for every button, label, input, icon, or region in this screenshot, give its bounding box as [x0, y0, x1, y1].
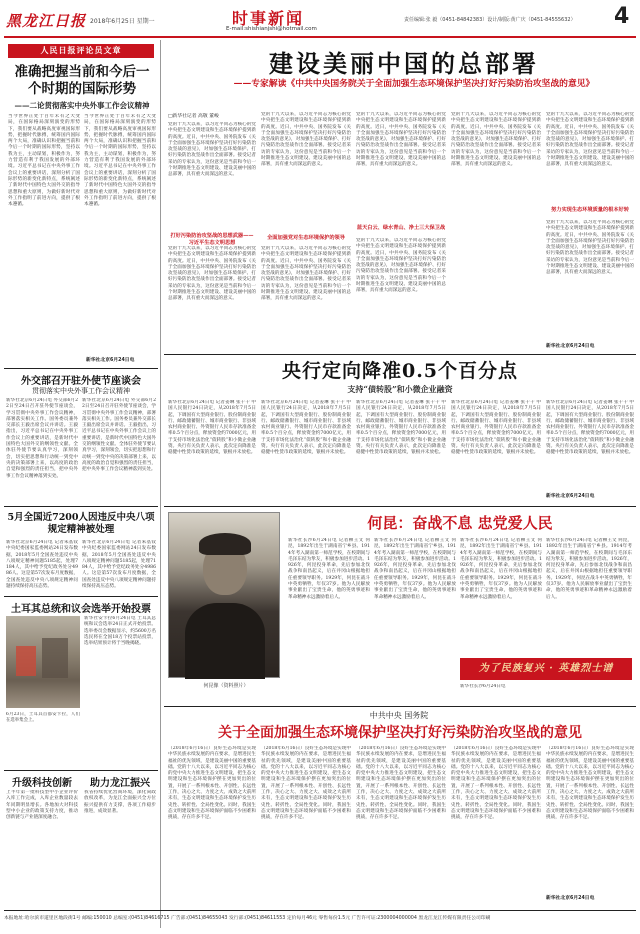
- main-byline: □新华社记者 高敬 董峻: [168, 114, 219, 119]
- news-body: 我省持续优化营商环境，深化简政放权改革，为龙江全面振兴全方位振兴提供有力支撑，各项工作稳步推进，成效显著。: [84, 790, 156, 814]
- main-body-col5: 党的十九大以来，以习近平同志为核心的党中央把生态文明建设和生态环境保护提到新的高度。近日，中共中央、国务院发布《关于全面加强生态环境保护坚决打好污染防治攻坚战的意见》，对加强生态环境保护、打好污染防治攻坚战作出全面部署。接受记者采访的专家认为，这份意见是当前和今后一个时期推进生态文明建设、建设美丽中国的总部署，具有重大而深远的意义。: [546, 112, 634, 168]
- divider: [4, 596, 158, 597]
- main-body-col3: 党的十九大以来，以习近平同志为核心的党中央把生态文明建设和生态环境保护提到新的高度。近日，中共中央、国务院发布《关于全面加强生态环境保护坚决打好污染防治攻坚战的意见》，对加强生态环境保护、打好污染防治攻坚战作出全面部署。接受记者采访的专家认为，这份意见是当前和今后一个时期推进生态文明建设、建设美丽中国的总部署，具有重大而深远的意义。: [356, 112, 446, 168]
- commentary-credit: 新华社北京6月24日电: [86, 358, 135, 363]
- hero-slogan-banner: 为了民族复兴 · 英雄烈士谱: [460, 658, 632, 680]
- guideline-body-col1: （2018年6月16日）良好生态环境是实现中华民族永续发展的内在要求，是增进民生福祉的优先领域，是建设美丽中国的重要基础。党的十八大以来，以习近平同志为核心的党中央大力推进生态文明建设，把生态文明建设和生态环境保护摆在更加突出的位置，开展了一系列根本性、开创性、长远性工作，决心之大、力度之大、成效之大前所未有，生态文明建设和生态环境保护发生历史性、转折性、全局性变化。同时，我国生态文明建设和生态环境保护面临不少困难和挑战，存在许多不足。: [168, 746, 256, 821]
- news-turkey-election: [4, 600, 158, 768]
- main-body-col5b: 党的十九大以来，以习近平同志为核心的党中央把生态文明建设和生态环境保护提到新的高度。近日，中共中央、国务院发布《关于全面加强生态环境保护坚决打好污染防治攻坚战的意见》，对加强生态环境保护、打好污染防治攻坚战作出全面部署。接受记者采访的专家认为，这份意见是当前和今后一个时期推进生态文明建设、建设美丽中国的总部署，具有重大而深远的意义。: [546, 220, 634, 276]
- divider: [164, 354, 636, 355]
- rrr-body-col4: 新华社北京6月24日电 记者姜琳 张千千 中国人民银行24日决定，从2018年7月5日起，下调国有大型商业银行、股份制商业银行、邮政储蓄银行、城市商业银行、非县域农村商业银行、外资银行人民币存款准备金率0.5个百分点，释放资金约7000亿元，用于支持市场化法治化“债转股”和小微企业融资。央行有关负责人表示，此次定向降准是稳健中性货币政策的延续，银根并未放松。: [451, 400, 541, 456]
- masthead-rule: [4, 36, 636, 38]
- guideline-kicker: 中共中央 国务院: [369, 711, 429, 720]
- masthead: [4, 6, 636, 36]
- commentary-body-col2: 当今世界正处于百年未有之大变局，在国际格局深刻演变的形势下，我们要从战略高度审视国际形势，把握时代脉搏，统筹国内国际两个大局，准确认识和把握当前和今后一个时期的国际形势，坚持以我为主，主动谋划，积极作为，努力营造有利于我国发展的外部环境。习近平总书记在中央外事工作会议上的重要讲话，深刻分析了国际形势的新变化新特点，系统阐述了新时代中国特色大国外交的指导思想和重大原则，为做好新时代对外工作指明了前进方向，提供了根本遵循。: [84, 114, 156, 208]
- divider: [4, 506, 158, 507]
- section-title: 时事新闻: [232, 9, 305, 28]
- divider: [4, 368, 158, 369]
- hero-body-col2: 新华社长沙6月24日电 记者柳王文 何昆，1892年出生于湖南省宁乡县。1914年考入湖南第一师范学校，在校期间与毛泽东结为挚友，积极参加进步活动。1926年，何昆投身革命，先后参加北伐战争和南昌起义，后在井冈山根据地担任重要领导职务。1929年，何昆在战斗中英勇牺牲，年仅37岁。他为人民解放事业献出了宝贵生命，他的英勇事迹和革命精神永远激励着后人。: [374, 538, 456, 600]
- hero-credit: 新华社长沙6月24日电: [460, 684, 506, 689]
- rrr-body-col2: 新华社北京6月24日电 记者姜琳 张千千 中国人民银行24日决定，从2018年7月5日起，下调国有大型商业银行、股份制商业银行、邮政储蓄银行、城市商业银行、非县域农村商业银行、外资银行人民币存款准备金率0.5个百分点，释放资金约7000亿元，用于支持市场化法治化“债转股”和小微企业融资。央行有关负责人表示，此次定向降准是稳健中性货币政策的延续，银根并未放松。: [261, 400, 351, 456]
- main-body-col3b: 党的十九大以来，以习近平同志为核心的党中央把生态文明建设和生态环境保护提到新的高度。近日，中共中央、国务院发布《关于全面加强生态环境保护坚决打好污染防治攻坚战的意见》，对加强生态环境保护、打好污染防治攻坚战作出全面部署。接受记者采访的专家认为，这份意见是当前和今后一个时期推进生态文明建设、建设美丽中国的总部署，具有重大而深远的意义。: [356, 238, 446, 294]
- rrr-body-col3: 新华社北京6月24日电 记者姜琳 张千千 中国人民银行24日决定，从2018年7月5日起，下调国有大型商业银行、股份制商业银行、邮政储蓄银行、城市商业银行、非县域农村商业银行、外资银行人民币存款准备金率0.5个百分点，释放资金约7000亿元，用于支持市场化法治化“债转股”和小微企业融资。央行有关负责人表示，此次定向降准是稳健中性货币政策的延续，银根并未放松。: [356, 400, 446, 456]
- divider: [164, 706, 636, 707]
- commentary-section: [4, 42, 158, 367]
- hero-portrait: [168, 512, 280, 678]
- guideline-headline: 关于全面加强生态环境保护坚决打好污染防治攻坚战的意见: [218, 725, 582, 741]
- hero-headline: 何昆：奋战不息 忠党爱人民: [367, 514, 553, 532]
- issue-date: 2018年6月25日 星期一: [90, 18, 155, 25]
- rrr-headline: 央行定向降准0.5个百分点: [281, 360, 519, 382]
- rrr-story: [164, 356, 636, 504]
- news-longjiang-revival: [82, 772, 158, 902]
- hero-body-col1: 新华社长沙6月24日电 记者柳王文 何昆，1892年出生于湖南省宁乡县。1914年考入湖南第一师范学校，在校期间与毛泽东结为挚友，积极参加进步活动。1926年，何昆投身革命，先后参加北伐战争和南昌起义，后在井冈山根据地担任重要领导职务。1929年，何昆在战斗中英勇牺牲，年仅37岁。他为人民解放事业献出了宝贵生命，他的英勇事迹和革命精神永远激励着后人。: [288, 538, 370, 600]
- news-body-col2: 新华社北京6月24日电 外交部6月22日至24日召开驻外使节座谈会，学习贯彻中央外事工作会议精神，部署落实相关工作。国务委员兼外交部长王毅出席会议并讲话。王毅指出，习近平总书记在中央外事工作会议上的重要讲话，是新时代中国特色大国外交的纲领性文献。全体驻外使节要认真学习，深刻领会，切实把思想和行动统一到党中央的决策部署上来，以高度的政治自觉和强烈的责任担当，把中央外事工作会议精神落到实处。: [82, 398, 156, 473]
- divider: [164, 506, 636, 507]
- commentary-tag: 人民日报评论员文章: [8, 44, 154, 58]
- commentary-subhead: ——二论贯彻落实中央外事工作会议精神: [14, 101, 150, 110]
- rrr-subhead: 支持“债转股”和小微企业融资: [347, 384, 453, 394]
- divider: [4, 910, 636, 911]
- news-headline: 外交部召开驻外使节座谈会: [21, 376, 141, 387]
- news-eight-rules: [4, 510, 158, 602]
- main-body-col1b: 党的十九大以来，以习近平同志为核心的党中央把生态文明建设和生态环境保护提到新的高度。近日，中共中央、国务院发布《关于全面加强生态环境保护坚决打好污染防治攻坚战的意见》，对加强生态环境保护、打好污染防治攻坚战作出全面部署。接受记者采访的专家认为，这份意见是当前和今后一个时期推进生态文明建设、建设美丽中国的总部署，具有重大而深远的意义。: [168, 246, 256, 302]
- rrr-body-col5: 新华社北京6月24日电 记者姜琳 张千千 中国人民银行24日决定，从2018年7月5日起，下调国有大型商业银行、股份制商业银行、邮政储蓄银行、城市商业银行、非县域农村商业银行、外资银行人民币存款准备金率0.5个百分点，释放资金约7000亿元，用于支持市场化法治化“债转股”和小微企业融资。央行有关负责人表示，此次定向降准是稳健中性货币政策的延续，银根并未放松。: [546, 400, 634, 456]
- news-headline: 助力龙江振兴: [90, 778, 150, 789]
- hero-body-col4: 新华社长沙6月24日电 记者柳王文 何昆，1892年出生于湖南省宁乡县。1914年考入湖南第一师范学校，在校期间与毛泽东结为挚友，积极参加进步活动。1926年，何昆投身革命，先后参加北伐战争和南昌起义，后在井冈山根据地担任重要领导职务。1929年，何昆在战斗中英勇牺牲，年仅37岁。他为人民解放事业献出了宝贵生命，他的英勇事迹和革命精神永远激励着后人。: [546, 538, 632, 600]
- hero-photo-caption: 何昆像（资料照片）: [203, 683, 249, 689]
- guideline-body-col5: （2018年6月16日）良好生态环境是实现中华民族永续发展的内在要求，是增进民生福祉的优先领域，是建设美丽中国的重要基础。党的十八大以来，以习近平同志为核心的党中央大力推进生态文明建设，把生态文明建设和生态环境保护摆在更加突出的位置，开展了一系列根本性、开创性、长远性工作，决心之大、力度之大、成效之大前所未有，生态文明建设和生态环境保护发生历史性、转折性、全局性变化。同时，我国生态文明建设和生态环境保护面临不少困难和挑战，存在许多不足。: [546, 746, 634, 821]
- main-subsection-4: 努力实现生态环境质量的根本好转: [551, 207, 629, 213]
- newspaper-logo: 黑龙江日报: [6, 12, 87, 30]
- main-body-col1: 党的十九大以来，以习近平同志为核心的党中央把生态文明建设和生态环境保护提到新的高度。近日，中共中央、国务院发布《关于全面加强生态环境保护坚决打好污染防治攻坚战的意见》，对加强生态环境保护、打好污染防治攻坚战作出全面部署。接受记者采访的专家认为，这份意见是当前和今后一个时期推进生态文明建设、建设美丽中国的总部署，具有重大而深远的意义。: [168, 122, 256, 178]
- commentary-body-col1: 当今世界正处于百年未有之大变局，在国际格局深刻演变的形势下，我们要从战略高度审视国际形势，把握时代脉搏，统筹国内国际两个大局，准确认识和把握当前和今后一个时期的国际形势，坚持以我为主，主动谋划，积极作为，努力营造有利于我国发展的外部环境。习近平总书记在中央外事工作会议上的重要讲话，深刻分析了国际形势的新变化新特点，系统阐述了新时代中国特色大国外交的指导思想和重大原则，为做好新时代对外工作指明了前进方向，提供了根本遵循。: [8, 114, 80, 208]
- news-tech-innovation: [4, 772, 80, 902]
- main-story: [164, 42, 636, 352]
- main-subsection-2: 全面加强党对生态环境保护的领导: [267, 235, 345, 241]
- left-column-divider: [160, 40, 161, 928]
- hero-story: [164, 508, 636, 704]
- main-headline: 建设美丽中国的总部署: [269, 49, 539, 78]
- main-subsection-3: 蓝天白云、绿水青山、净土三大保卫战: [356, 225, 446, 231]
- guideline-body-col2: （2018年6月16日）良好生态环境是实现中华民族永续发展的内在要求，是增进民生福祉的优先领域，是建设美丽中国的重要基础。党的十八大以来，以习近平同志为核心的党中央大力推进生态文明建设，把生态文明建设和生态环境保护摆在更加突出的位置，开展了一系列根本性、开创性、长远性工作，决心之大、力度之大、成效之大前所未有，生态文明建设和生态环境保护发生历史性、转折性、全局性变化。同时，我国生态文明建设和生态环境保护面临不少困难和挑战，存在许多不足。: [261, 746, 351, 821]
- news-body: 上半年第一批科技型中小企业评价入库工作完成，入库企业数量较去年同期明显增长。各地加大对科技型中小企业的政策支持力度，推动创新链与产业链深度融合。: [6, 790, 78, 821]
- election-photo: [6, 616, 80, 708]
- news-body: 新华社北京6月24日电 外交部6月22日至24日召开驻外使节座谈会，学习贯彻中央外事工作会议精神，部署落实相关工作。国务委员兼外交部长王毅出席会议并讲话。王毅指出，习近平总书记在中央外事工作会议上的重要讲话，是新时代中国特色大国外交的纲领性文献。全体驻外使节要认真学习，深刻领会，切实把思想和行动统一到党中央的决策部署上来，以高度的政治自觉和强烈的责任担当，把中央外事工作会议精神落到实处。: [6, 398, 78, 479]
- news-body-col2: 新华社北京6月24日电 记者朱基钗 中央纪委国家监委网站24日发布数据，2018年5月全国查处违反中央八项规定精神问题5185起，处理7184人，其中给予党纪政务处分4986人。这是第57次发布月度数据，全国查处违反中央八项规定精神问题持续保持高压态势。: [82, 540, 156, 590]
- news-body: 新华社安卡拉6月24日电 土耳其总统和议会选举24日正式开始投票。选举委员会数据显示，约5600万名选民将在全国18万个投票站投票，选举结果预计将于当晚揭晓。: [84, 616, 156, 647]
- rrr-body-col1: 新华社北京6月24日电 记者姜琳 张千千 中国人民银行24日决定，从2018年7月5日起，下调国有大型商业银行、股份制商业银行、邮政储蓄银行、城市商业银行、非县域农村商业银行、外资银行人民币存款准备金率0.5个百分点，释放资金约7000亿元，用于支持市场化法治化“债转股”和小微企业融资。央行有关负责人表示，此次定向降准是稳健中性货币政策的延续，银根并未放松。: [168, 400, 256, 456]
- page-number: 4: [614, 4, 630, 29]
- news-headline: 5月全国近7200人因违反中央八项规定精神被处理: [7, 512, 155, 535]
- news-subhead: 贯彻落实中央外事工作会议精神: [32, 387, 130, 395]
- main-body-col2: 党的十九大以来，以习近平同志为核心的党中央把生态文明建设和生态环境保护提到新的高度。近日，中共中央、国务院发布《关于全面加强生态环境保护坚决打好污染防治攻坚战的意见》，对加强生态环境保护、打好污染防治攻坚战作出全面部署。接受记者采访的专家认为，这份意见是当前和今后一个时期推进生态文明建设、建设美丽中国的总部署，具有重大而深远的意义。: [261, 112, 351, 168]
- main-subhead: ——专家解读《中共中央国务院关于全面加强生态环境保护坚决打好污染防治攻坚战的意见》: [233, 79, 595, 89]
- commentary-headline: 准确把握当前和今后一个时期的国际形势: [14, 64, 150, 97]
- hero-body-col3: 新华社长沙6月24日电 记者柳王文 何昆，1892年出生于湖南省宁乡县。1914年考入湖南第一师范学校，在校期间与毛泽东结为挚友，积极参加进步活动。1926年，何昆投身革命，先后参加北伐战争和南昌起义，后在井冈山根据地担任重要领导职务。1929年，何昆在战斗中英勇牺牲，年仅37岁。他为人民解放事业献出了宝贵生命，他的英勇事迹和革命精神永远激励着后人。: [460, 538, 542, 600]
- main-body-col4: 党的十九大以来，以习近平同志为核心的党中央把生态文明建设和生态环境保护提到新的高度。近日，中共中央、国务院发布《关于全面加强生态环境保护坚决打好污染防治攻坚战的意见》，对加强生态环境保护、打好污染防治攻坚战作出全面部署。接受记者采访的专家认为，这份意见是当前和今后一个时期推进生态文明建设、建设美丽中国的总部署，具有重大而深远的意义。: [451, 112, 541, 168]
- guideline-credit: 新华社北京6月24日电: [546, 896, 595, 901]
- divider: [4, 770, 158, 771]
- guideline-story: [164, 708, 636, 906]
- news-headline: 土耳其总统和议会选举开始投票: [11, 604, 151, 615]
- news-headline: 升级科技创新: [12, 778, 72, 789]
- main-credit: 新华社北京6月24日电: [546, 344, 595, 349]
- footer-info: 本报地址:哈尔滨市道里区地段街1号 邮编:150010 总编室:(0451)84616715 广告部:(0451)84655043 发行部:(0451)84611553 定价每月46元 零售每份1.5元 广告许可证:2300004000004 黑龙江龙江传媒有限责任公司印刷: [4, 916, 491, 921]
- photo-caption: 6月23日，土耳其首都安卡拉，人们在选举集会上。: [6, 712, 80, 724]
- section-email: E-mail:shishianjshi@hotmail.com: [226, 26, 317, 32]
- main-body-col2b: 党的十九大以来，以习近平同志为核心的党中央把生态文明建设和生态环境保护提到新的高度。近日，中共中央、国务院发布《关于全面加强生态环境保护坚决打好污染防治攻坚战的意见》，对加强生态环境保护、打好污染防治攻坚战作出全面部署。接受记者采访的专家认为，这份意见是当前和今后一个时期推进生态文明建设、建设美丽中国的总部署，具有重大而深远的意义。: [261, 246, 351, 302]
- rrr-credit: 新华社北京6月24日电: [546, 494, 595, 499]
- guideline-body-col3: （2018年6月16日）良好生态环境是实现中华民族永续发展的内在要求，是增进民生福祉的优先领域，是建设美丽中国的重要基础。党的十八大以来，以习近平同志为核心的党中央大力推进生态文明建设，把生态文明建设和生态环境保护摆在更加突出的位置，开展了一系列根本性、开创性、长远性工作，决心之大、力度之大、成效之大前所未有，生态文明建设和生态环境保护发生历史性、转折性、全局性变化。同时，我国生态文明建设和生态环境保护面临不少困难和挑战，存在许多不足。: [356, 746, 446, 821]
- guideline-body-col4: （2018年6月16日）良好生态环境是实现中华民族永续发展的内在要求，是增进民生福祉的优先领域，是建设美丽中国的重要基础。党的十八大以来，以习近平同志为核心的党中央大力推进生态文明建设，把生态文明建设和生态环境保护摆在更加突出的位置，开展了一系列根本性、开创性、长远性工作，决心之大、力度之大、成效之大前所未有，生态文明建设和生态环境保护发生历史性、转折性、全局性变化。同时，我国生态文明建设和生态环境保护面临不少困难和挑战，存在许多不足。: [451, 746, 541, 821]
- main-subsection-1: 打好污染防治攻坚战的思想武器——习近平生态文明思想: [170, 233, 254, 246]
- editor-line: 责任编辑:张 毅（0451-84842383）设计/制版:黄广庆（0451-84555632）: [404, 17, 576, 23]
- news-body: 新华社北京6月24日电 记者朱基钗 中央纪委国家监委网站24日发布数据，2018年5月全国查处违反中央八项规定精神问题5185起，处理7184人，其中给予党纪政务处分4986人。这是第57次发布月度数据，全国查处违反中央八项规定精神问题持续保持高压态势。: [6, 540, 78, 590]
